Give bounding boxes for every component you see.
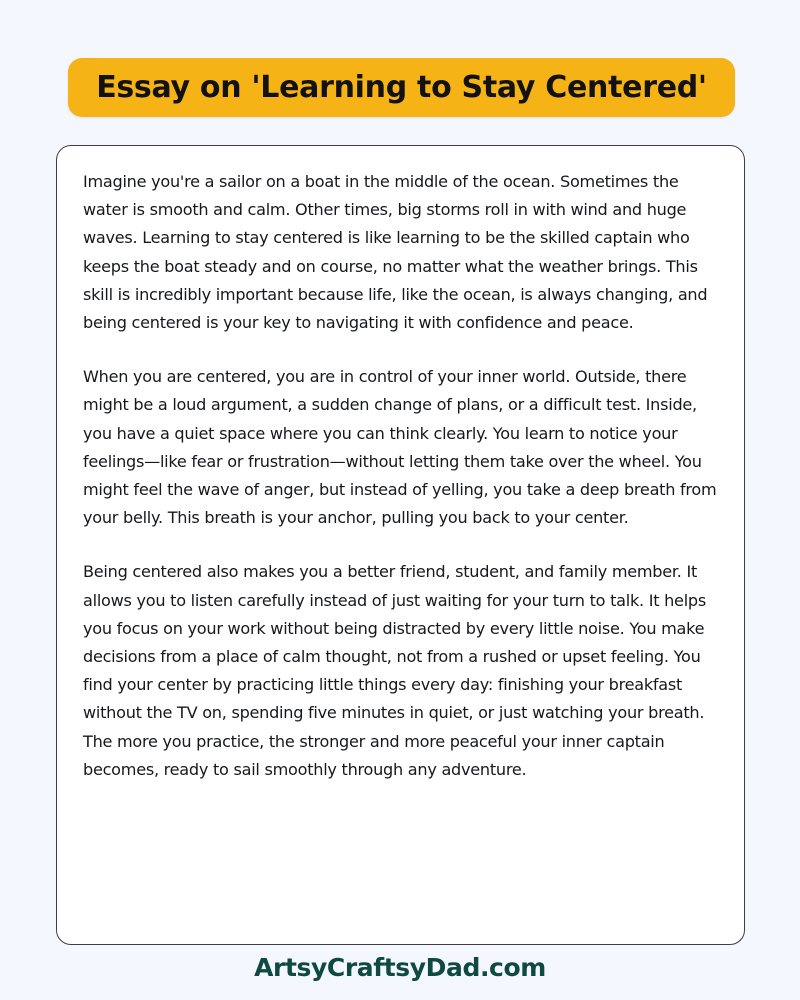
footer-brand-label: ArtsyCraftsyDad.com <box>254 953 546 982</box>
footer <box>0 955 800 980</box>
essay-paragraph-2: When you are centered, you are in control of your inner world. Outside, there might be a loud argument, a sudden change of plans, or a difficult test. Inside, you have a quiet space where you can think clearly. You learn to notice your feelings—like fear or frustration—without letting them take over the wheel. You might feel the wave of anger, but instead of yelling, you take a deep breath from your belly. This breath is your anchor, pulling you back to your center. <box>83 367 717 528</box>
essay-body <box>83 168 718 784</box>
title-banner <box>68 58 735 117</box>
essay-paragraph-1: Imagine you're a sailor on a boat in the middle of the ocean. Sometimes the water is smooth and calm. Other times, big storms roll in with wind and huge waves. Learning to stay centered is like learning to be the skilled captain who keeps the boat steady and on course, no matter what the weather brings. This skill is incredibly important because life, like the ocean, is always changing, and being centered is your key to navigating it with confidence and peace. <box>83 172 708 333</box>
essay-paragraph-3: Being centered also makes you a better friend, student, and family member. It allows you to listen carefully instead of just waiting for your turn to talk. It helps you focus on your work without being distracted by every little noise. You make decisions from a place of calm thought, not from a rushed or upset feeling. You find your center by practicing little things every day: finishing your breakfast without the TV on, spending five minutes in quiet, or just watching your breath. The more you practice, the stronger and more peaceful your inner captain becomes, ready to sail smoothly through any adventure. <box>83 562 706 779</box>
page-title: Essay on 'Learning to Stay Centered' <box>96 69 707 105</box>
essay-card <box>56 145 745 945</box>
